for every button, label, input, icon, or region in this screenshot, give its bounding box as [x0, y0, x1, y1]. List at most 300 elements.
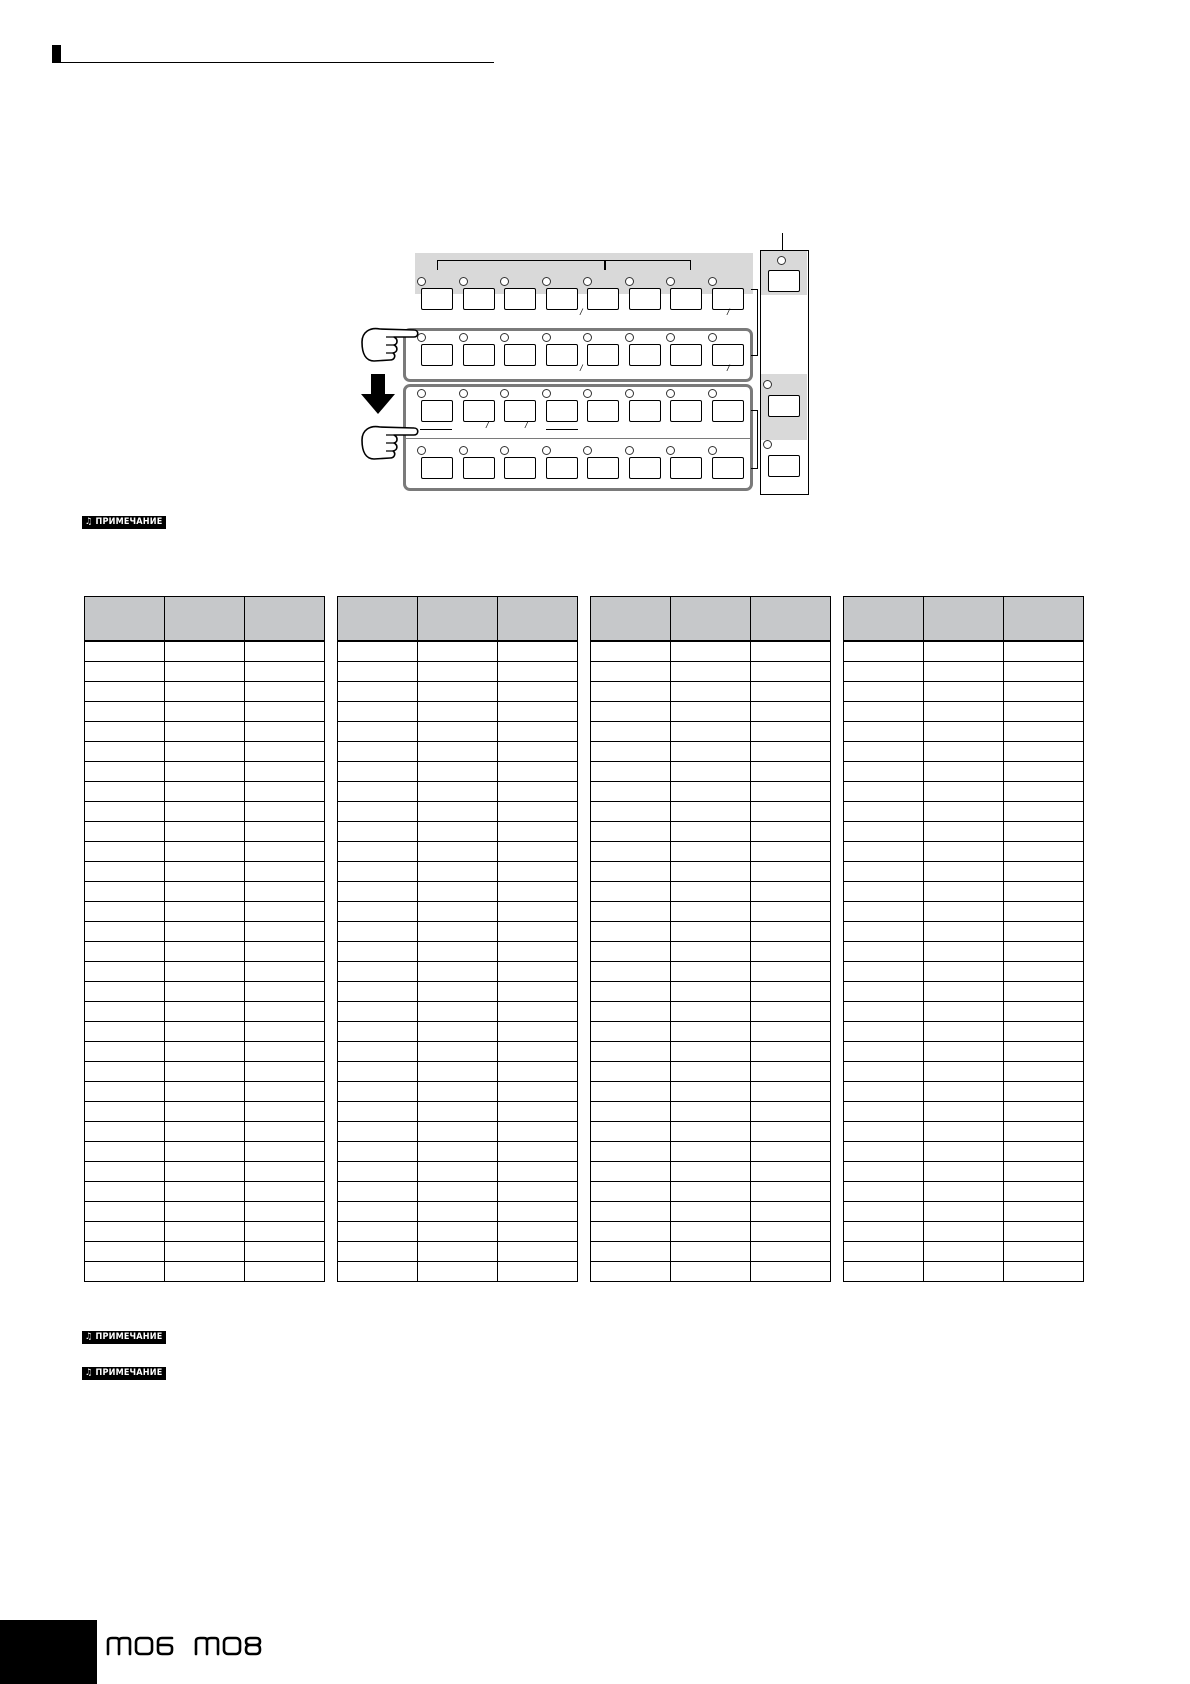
table-cell: [1004, 1082, 1084, 1102]
table-cell: [844, 682, 924, 702]
table-cell: [418, 762, 498, 782]
table-row: [844, 862, 1084, 882]
table-row: [338, 762, 578, 782]
table-cell: [671, 662, 751, 682]
table-row: [338, 1242, 578, 1262]
product-logo: [106, 1636, 264, 1656]
table-cell: [498, 1142, 578, 1162]
table-cell: [924, 782, 1004, 802]
table-cell: [751, 1222, 831, 1242]
table-row: [591, 1042, 831, 1062]
table-cell: [1004, 722, 1084, 742]
indicator-led: [583, 446, 592, 455]
footer-block: [0, 1620, 97, 1684]
side-button-3[interactable]: [768, 455, 800, 477]
data-table-2: [337, 596, 578, 1282]
indicator-led: [417, 389, 426, 398]
table-row: [591, 1142, 831, 1162]
data-table-4: [843, 596, 1084, 1282]
table-cell: [418, 862, 498, 882]
table-cell: [338, 1002, 418, 1022]
panel-button-r1-c4[interactable]: [546, 288, 578, 310]
table-row: [591, 862, 831, 882]
table-row: [85, 862, 325, 882]
table-cell: [1004, 842, 1084, 862]
table-cell: [418, 641, 498, 662]
table-cell: [498, 1122, 578, 1142]
indicator-led: [500, 333, 509, 342]
panel-button-r4-c4[interactable]: [546, 457, 578, 479]
table-cell: [924, 682, 1004, 702]
table-cell: [338, 1042, 418, 1062]
table-cell: [165, 1222, 245, 1242]
table-cell: [671, 1262, 751, 1282]
panel-button-r2-c1[interactable]: [421, 344, 453, 366]
panel-button-r2-c3[interactable]: [504, 344, 536, 366]
table-cell: [924, 1242, 1004, 1262]
table-cell: [338, 1202, 418, 1222]
table-cell: [671, 1242, 751, 1262]
table-cell: [751, 662, 831, 682]
table-cell: [498, 1062, 578, 1082]
table-cell: [418, 962, 498, 982]
table-row: [85, 1022, 325, 1042]
table-cell: [1004, 822, 1084, 842]
panel-button-r4-c7[interactable]: [670, 457, 702, 479]
table-cell: [751, 1182, 831, 1202]
table-cell: [1004, 762, 1084, 782]
panel-button-r3-c4[interactable]: [546, 400, 578, 422]
table-cell: [338, 1062, 418, 1082]
table-cell: [591, 1142, 671, 1162]
table-cell: [418, 922, 498, 942]
panel-button-r1-c6[interactable]: [629, 288, 661, 310]
table-row: [844, 822, 1084, 842]
table-cell: [165, 1102, 245, 1122]
table-row: [85, 902, 325, 922]
panel-button-r1-c2[interactable]: [463, 288, 495, 310]
header-marker: [52, 45, 61, 63]
table-cell: [591, 922, 671, 942]
panel-button-r4-c1[interactable]: [421, 457, 453, 479]
table-cell: [245, 1262, 325, 1282]
table-header-row: [85, 597, 325, 642]
table-cell: [418, 1242, 498, 1262]
table-cell: [165, 1122, 245, 1142]
table-row: [591, 762, 831, 782]
table-cell: [245, 702, 325, 722]
table-cell: [85, 1182, 165, 1202]
table-row: [844, 1222, 1084, 1242]
table-cell: [591, 842, 671, 862]
table-cell: [671, 802, 751, 822]
table-cell: [165, 1022, 245, 1042]
table-cell: [498, 742, 578, 762]
panel-button-r3-c3[interactable]: [504, 400, 536, 422]
table-cell: [1004, 862, 1084, 882]
table-row: [85, 882, 325, 902]
table-cell: [85, 802, 165, 822]
table-cell: [165, 702, 245, 722]
panel-button-r4-c2[interactable]: [463, 457, 495, 479]
underline-mark-1: [420, 429, 452, 430]
table-cell: [498, 922, 578, 942]
table-cell: [245, 982, 325, 1002]
table-cell: [245, 1182, 325, 1202]
underline-mark-2: [546, 429, 578, 430]
table-cell: [671, 1042, 751, 1062]
panel-button-r3-c7[interactable]: [670, 400, 702, 422]
table-cell: [418, 1102, 498, 1122]
panel-button-r1-c1[interactable]: [421, 288, 453, 310]
table-cell: [591, 742, 671, 762]
table-cell: [338, 942, 418, 962]
table-cell: [591, 722, 671, 742]
table-cell: [844, 1242, 924, 1262]
table-cell: [924, 1062, 1004, 1082]
indicator-led: [763, 440, 772, 449]
indicator-led: [542, 446, 551, 455]
table-cell: [245, 722, 325, 742]
table-cell: [338, 1142, 418, 1162]
table-cell: [591, 762, 671, 782]
table-cell: [245, 641, 325, 662]
table-row: [85, 1242, 325, 1262]
table-row: [85, 922, 325, 942]
table-row: [591, 922, 831, 942]
table-row: [844, 942, 1084, 962]
table-row: [85, 1002, 325, 1022]
table-row: [85, 702, 325, 722]
table-cell: [165, 942, 245, 962]
slash-mark: /: [727, 363, 730, 373]
table-cell: [924, 982, 1004, 1002]
table-cell: [671, 682, 751, 702]
table-row: [591, 1082, 831, 1102]
table-row: [844, 902, 1084, 922]
table-cell: [338, 862, 418, 882]
table-cell: [671, 922, 751, 942]
table-cell: [165, 1002, 245, 1022]
table-cell: [924, 802, 1004, 822]
table-cell: [924, 942, 1004, 962]
table-cell: [671, 1062, 751, 1082]
table-cell: [338, 1102, 418, 1122]
table-cell: [165, 662, 245, 682]
table-cell: [245, 1022, 325, 1042]
table-cell: [924, 962, 1004, 982]
table-cell: [751, 1102, 831, 1122]
table-row: [591, 1202, 831, 1222]
table-cell: [591, 1002, 671, 1022]
table-cell: [85, 1002, 165, 1022]
table-cell: [751, 862, 831, 882]
panel-button-r4-c5[interactable]: [587, 457, 619, 479]
table-cell: [924, 662, 1004, 682]
table-cell: [1004, 1022, 1084, 1042]
indicator-led: [500, 446, 509, 455]
table-row: [338, 782, 578, 802]
note-icon: ♫: [85, 1332, 96, 1342]
table-row: [591, 682, 831, 702]
panel-button-r2-c7[interactable]: [670, 344, 702, 366]
table-row: [844, 682, 1084, 702]
table-cell: [165, 1202, 245, 1222]
table-cell: [418, 782, 498, 802]
table-row: [85, 802, 325, 822]
table-cell: [844, 782, 924, 802]
table-cell: [751, 1062, 831, 1082]
indicator-led: [777, 256, 786, 265]
table-cell: [85, 1242, 165, 1262]
table-cell: [751, 882, 831, 902]
table-cell: [671, 722, 751, 742]
table-row: [85, 1162, 325, 1182]
slash-mark: /: [727, 307, 730, 317]
panel-button-r3-c8[interactable]: [712, 400, 744, 422]
table-row: [85, 982, 325, 1002]
table-cell: [418, 1182, 498, 1202]
table-cell: [85, 1082, 165, 1102]
table-cell: [844, 702, 924, 722]
table-row: [591, 842, 831, 862]
table-cell: [844, 722, 924, 742]
table-cell: [498, 882, 578, 902]
panel-button-r3-c2[interactable]: [463, 400, 495, 422]
indicator-led: [666, 277, 675, 286]
table-cell: [418, 662, 498, 682]
table-row: [85, 782, 325, 802]
slash-mark: /: [580, 363, 583, 373]
table-cell: [924, 822, 1004, 842]
table-row: [844, 742, 1084, 762]
table-cell: [671, 962, 751, 982]
table-row: [338, 1102, 578, 1122]
table-row: [85, 842, 325, 862]
indicator-led: [666, 333, 675, 342]
table-row: [338, 1042, 578, 1062]
table-cell: [498, 1262, 578, 1282]
table-cell: [165, 1142, 245, 1162]
table-row: [338, 842, 578, 862]
table-cell: [924, 762, 1004, 782]
table-row: [591, 1162, 831, 1182]
table-cell: [85, 902, 165, 922]
panel-button-r4-c6[interactable]: [629, 457, 661, 479]
table-cell: [165, 722, 245, 742]
table-row: [591, 702, 831, 722]
table-cell: [751, 822, 831, 842]
table-cell: [751, 1142, 831, 1162]
table-cell: [245, 762, 325, 782]
side-button-1[interactable]: [768, 270, 800, 292]
table-cell: [418, 1062, 498, 1082]
panel-button-r3-c6[interactable]: [629, 400, 661, 422]
table-cell: [671, 762, 751, 782]
table-cell: [338, 842, 418, 862]
table-cell: [924, 1262, 1004, 1282]
table-cell: [85, 1022, 165, 1042]
table-cell: [751, 742, 831, 762]
slash-mark: /: [486, 420, 489, 430]
table-cell: [1004, 902, 1084, 922]
table-row: [85, 1202, 325, 1222]
table-cell: [924, 862, 1004, 882]
table-cell: [844, 1262, 924, 1282]
panel-button-r1-c3[interactable]: [504, 288, 536, 310]
table-cell: [924, 1162, 1004, 1182]
table-cell: [498, 982, 578, 1002]
table-cell: [671, 1182, 751, 1202]
table-row: [591, 982, 831, 1002]
table-header-row: [591, 597, 831, 642]
indicator-led: [708, 333, 717, 342]
table-cell: [751, 1242, 831, 1262]
table-cell: [591, 641, 671, 662]
table-cell: [338, 922, 418, 942]
table-cell: [85, 742, 165, 762]
table-row: [338, 702, 578, 722]
table-row: [844, 722, 1084, 742]
table-cell: [924, 1182, 1004, 1202]
table-cell: [498, 1182, 578, 1202]
table-row: [338, 682, 578, 702]
table-row: [844, 1202, 1084, 1222]
panel-button-r3-c5[interactable]: [587, 400, 619, 422]
table-cell: [165, 1162, 245, 1182]
table-row: [844, 1242, 1084, 1262]
panel-button-r2-c4[interactable]: [546, 344, 578, 366]
table-cell: [418, 742, 498, 762]
table-cell: [751, 962, 831, 982]
table-cell: [85, 942, 165, 962]
table-cell: [751, 1022, 831, 1042]
table-cell: [844, 742, 924, 762]
table-row: [844, 962, 1084, 982]
table-cell: [498, 641, 578, 662]
panel-button-r3-c1[interactable]: [421, 400, 453, 422]
table-row: [844, 1142, 1084, 1162]
table-row: [844, 1162, 1084, 1182]
table-cell: [85, 882, 165, 902]
table-cell: [498, 762, 578, 782]
table-cell: [85, 641, 165, 662]
table-header-cell: [338, 597, 418, 642]
table-row: [844, 1002, 1084, 1022]
table-header-cell: [245, 597, 325, 642]
table-row: [338, 902, 578, 922]
table-cell: [844, 1142, 924, 1162]
table-row: [844, 662, 1084, 682]
table-row: [844, 702, 1084, 722]
panel-button-r2-c5[interactable]: [587, 344, 619, 366]
panel-button-r2-c6[interactable]: [629, 344, 661, 366]
table-cell: [924, 702, 1004, 722]
table-cell: [338, 662, 418, 682]
table-cell: [844, 641, 924, 662]
table-cell: [924, 1122, 1004, 1142]
indicator-led: [625, 277, 634, 286]
table-cell: [844, 662, 924, 682]
table-cell: [245, 1222, 325, 1242]
table-cell: [844, 982, 924, 1002]
header-rule: [52, 62, 494, 63]
table-cell: [418, 1262, 498, 1282]
panel-button-r4-c8[interactable]: [712, 457, 744, 479]
table-row: [85, 822, 325, 842]
table-cell: [924, 902, 1004, 922]
table-cell: [671, 982, 751, 1002]
table-cell: [498, 722, 578, 742]
table-cell: [591, 982, 671, 1002]
indicator-led: [500, 389, 509, 398]
table-header-row: [844, 597, 1084, 642]
table-cell: [498, 782, 578, 802]
table-header-cell: [85, 597, 165, 642]
table-cell: [165, 1042, 245, 1062]
table-row: [85, 1182, 325, 1202]
panel-button-r4-c3[interactable]: [504, 457, 536, 479]
table-row: [591, 1222, 831, 1242]
side-button-2[interactable]: [768, 395, 800, 417]
panel-button-r1-c5[interactable]: [587, 288, 619, 310]
table-row: [591, 1182, 831, 1202]
table-row: [338, 1262, 578, 1282]
table-row: [338, 1162, 578, 1182]
table-cell: [338, 1082, 418, 1102]
table-cell: [245, 662, 325, 682]
table-cell: [85, 862, 165, 882]
table-cell: [1004, 1062, 1084, 1082]
table-row: [844, 1022, 1084, 1042]
note-badge: ♫ ПРИМЕЧАНИЕ: [82, 516, 166, 529]
panel-button-r1-c7[interactable]: [670, 288, 702, 310]
table-cell: [418, 1142, 498, 1162]
table-cell: [498, 862, 578, 882]
table-row: [338, 922, 578, 942]
table-cell: [844, 762, 924, 782]
table-cell: [591, 862, 671, 882]
indicator-led: [417, 277, 426, 286]
table-cell: [844, 822, 924, 842]
table-cell: [338, 1122, 418, 1142]
table-row: [844, 1182, 1084, 1202]
table-cell: [751, 1082, 831, 1102]
table-cell: [498, 842, 578, 862]
table-cell: [844, 1022, 924, 1042]
table-cell: [671, 702, 751, 722]
table-cell: [751, 1162, 831, 1182]
table-cell: [751, 1202, 831, 1222]
table-cell: [844, 802, 924, 822]
table-row: [844, 762, 1084, 782]
indicator-led: [542, 333, 551, 342]
table-cell: [338, 641, 418, 662]
table-cell: [591, 1182, 671, 1202]
panel-button-r2-c2[interactable]: [463, 344, 495, 366]
table-cell: [498, 682, 578, 702]
table-cell: [85, 1222, 165, 1242]
table-cell: [671, 862, 751, 882]
band-bracket-left: [437, 260, 606, 270]
table-row: [591, 902, 831, 922]
table-row: [844, 1122, 1084, 1142]
table-cell: [85, 762, 165, 782]
table-cell: [498, 1022, 578, 1042]
table-cell: [751, 1042, 831, 1062]
table-row: [338, 1142, 578, 1162]
table-cell: [85, 982, 165, 1002]
